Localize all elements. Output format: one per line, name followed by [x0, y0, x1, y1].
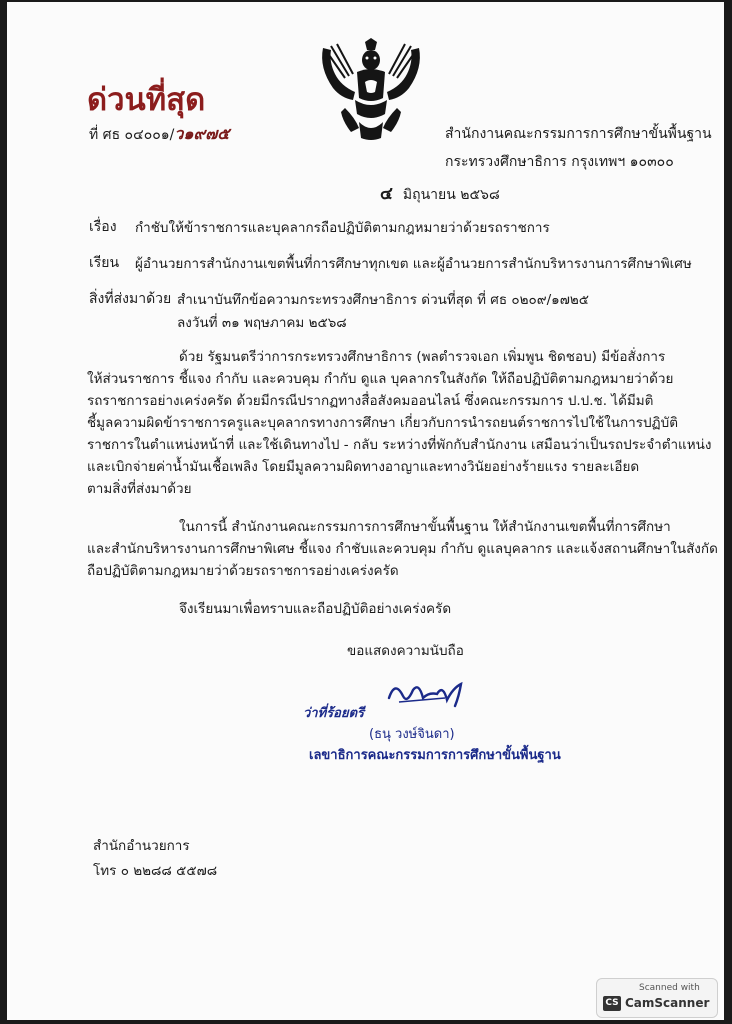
paragraph-line: ให้ส่วนราชการ ชี้แจง กำกับ และควบคุม กำกับ ดูแล บุคลากรในสังกัด ให้ถือปฏิบัติตามกฎหมายว่าด้วย [87, 371, 674, 387]
body-paragraph-3: จึงเรียนมาเพื่อทราบและถือปฏิบัติอย่างเคร่งครัด [179, 601, 452, 617]
date-day: ๔ [380, 184, 393, 204]
footer-phone: โทร ๐ ๒๒๘๘ ๕๕๗๘ [93, 863, 218, 879]
camscanner-watermark [596, 978, 718, 1018]
paragraph-line: ถือปฏิบัติตามกฎหมายว่าด้วยรถราชการอย่างเคร่งครัด [87, 563, 399, 579]
signatory-name: (ธนุ วงษ์จินดา) [369, 727, 455, 742]
document-number-value: ว๑๙๗๕ [174, 124, 230, 143]
paragraph-line: ด้วย รัฐมนตรีว่าการกระทรวงศึกษาธิการ (พลตำรวจเอก เพิ่มพูน ชิดชอบ) มีข้อสั่งการ [179, 349, 666, 365]
urgency-heading: ด่วนที่สุด [87, 82, 206, 118]
body-paragraph-1 [87, 346, 711, 500]
paragraph-line: ตามสิ่งที่ส่งมาด้วย [87, 481, 192, 497]
body-paragraph-2 [87, 516, 718, 582]
paragraph-line: และเบิกจ่ายค่าน้ำมันเชื้อเพลิง โดยมีมูลความผิดทางอาญาและทางวินัยอย่างร้ายแรง รายละเอียด [87, 459, 640, 475]
camscanner-icon: CS [603, 996, 621, 1011]
watermark-caption: Scanned with [639, 983, 700, 993]
paragraph-line: และสำนักบริหารงานการศึกษาพิเศษ ชี้แจง กำชับและควบคุม กำกับ ดูแลบุคลากร และแจ้งสถานศึกษาในสังกัด [87, 541, 718, 557]
paragraph-line: ราชการในตำแหน่งหน้าที่ และใช้เดินทางไป - กลับ ระหว่างที่พักกับสำนักงาน เสมือนว่าเป็นรถประจำตำแหน่ง [87, 437, 712, 453]
subject-text: กำชับให้ข้าราชการและบุคลากรถือปฏิบัติตามกฎหมายว่าด้วยรถราชการ [135, 220, 550, 236]
paragraph-line: ชี้มูลความผิดข้าราชการครูและบุคลากรทางการศึกษา เกี่ยวกับการนำรถยนต์ราชการไปใช้ในการปฏิบัติ [87, 415, 678, 431]
signatory-rank: ว่าที่ร้อยตรี [303, 706, 365, 721]
office-name: สำนักงานคณะกรรมการการศึกษาขั้นพื้นฐาน [445, 126, 712, 142]
date-month-year: มิถุนายน ๒๕๖๘ [402, 187, 500, 203]
watermark-brand: CamScanner [625, 996, 710, 1010]
addressee-label: เรียน [89, 255, 120, 271]
office-address: กระทรวงศึกษาธิการ กรุงเทพฯ ๑๐๓๐๐ [445, 154, 674, 170]
document-number-prefix: ที่ ศธ ๐๔๐๐๑/ [89, 127, 175, 143]
closing-salutation: ขอแสดงความนับถือ [347, 643, 464, 659]
footer-department: สำนักอำนวยการ [93, 838, 190, 854]
addressee-text: ผู้อำนวยการสำนักงานเขตพื้นที่การศึกษาทุกเขต และผู้อำนวยการสำนักบริหารงานการศึกษาพิเศษ [135, 256, 692, 272]
document-page [7, 2, 724, 1020]
subject-label: เรื่อง [89, 219, 117, 235]
enclosure-line-1: สำเนาบันทึกข้อความกระทรวงศึกษาธิการ ด่วนที่สุด ที่ ศธ ๐๒๐๙/๑๗๒๕ [177, 292, 590, 308]
paragraph-line: ในการนี้ สำนักงานคณะกรรมการการศึกษาขั้นพื้นฐาน ให้สำนักงานเขตพื้นที่การศึกษา [179, 519, 671, 535]
paragraph-line: รถราชการอย่างเคร่งครัด ด้วยมีกรณีปรากฏทางสื่อสังคมออนไลน์ ซึ่งคณะกรรมการ ป.ป.ช. ได้มีมติ [87, 393, 654, 409]
document-number [89, 122, 229, 147]
signatory-position: เลขาธิการคณะกรรมการการศึกษาขั้นพื้นฐาน [309, 748, 561, 763]
enclosure-line-2: ลงวันที่ ๓๑ พฤษภาคม ๒๕๖๘ [177, 315, 347, 331]
signature-scribble [385, 674, 473, 712]
enclosure-label: สิ่งที่ส่งมาด้วย [89, 291, 172, 307]
document-date [380, 180, 500, 207]
garuda-emblem-icon [315, 38, 427, 142]
